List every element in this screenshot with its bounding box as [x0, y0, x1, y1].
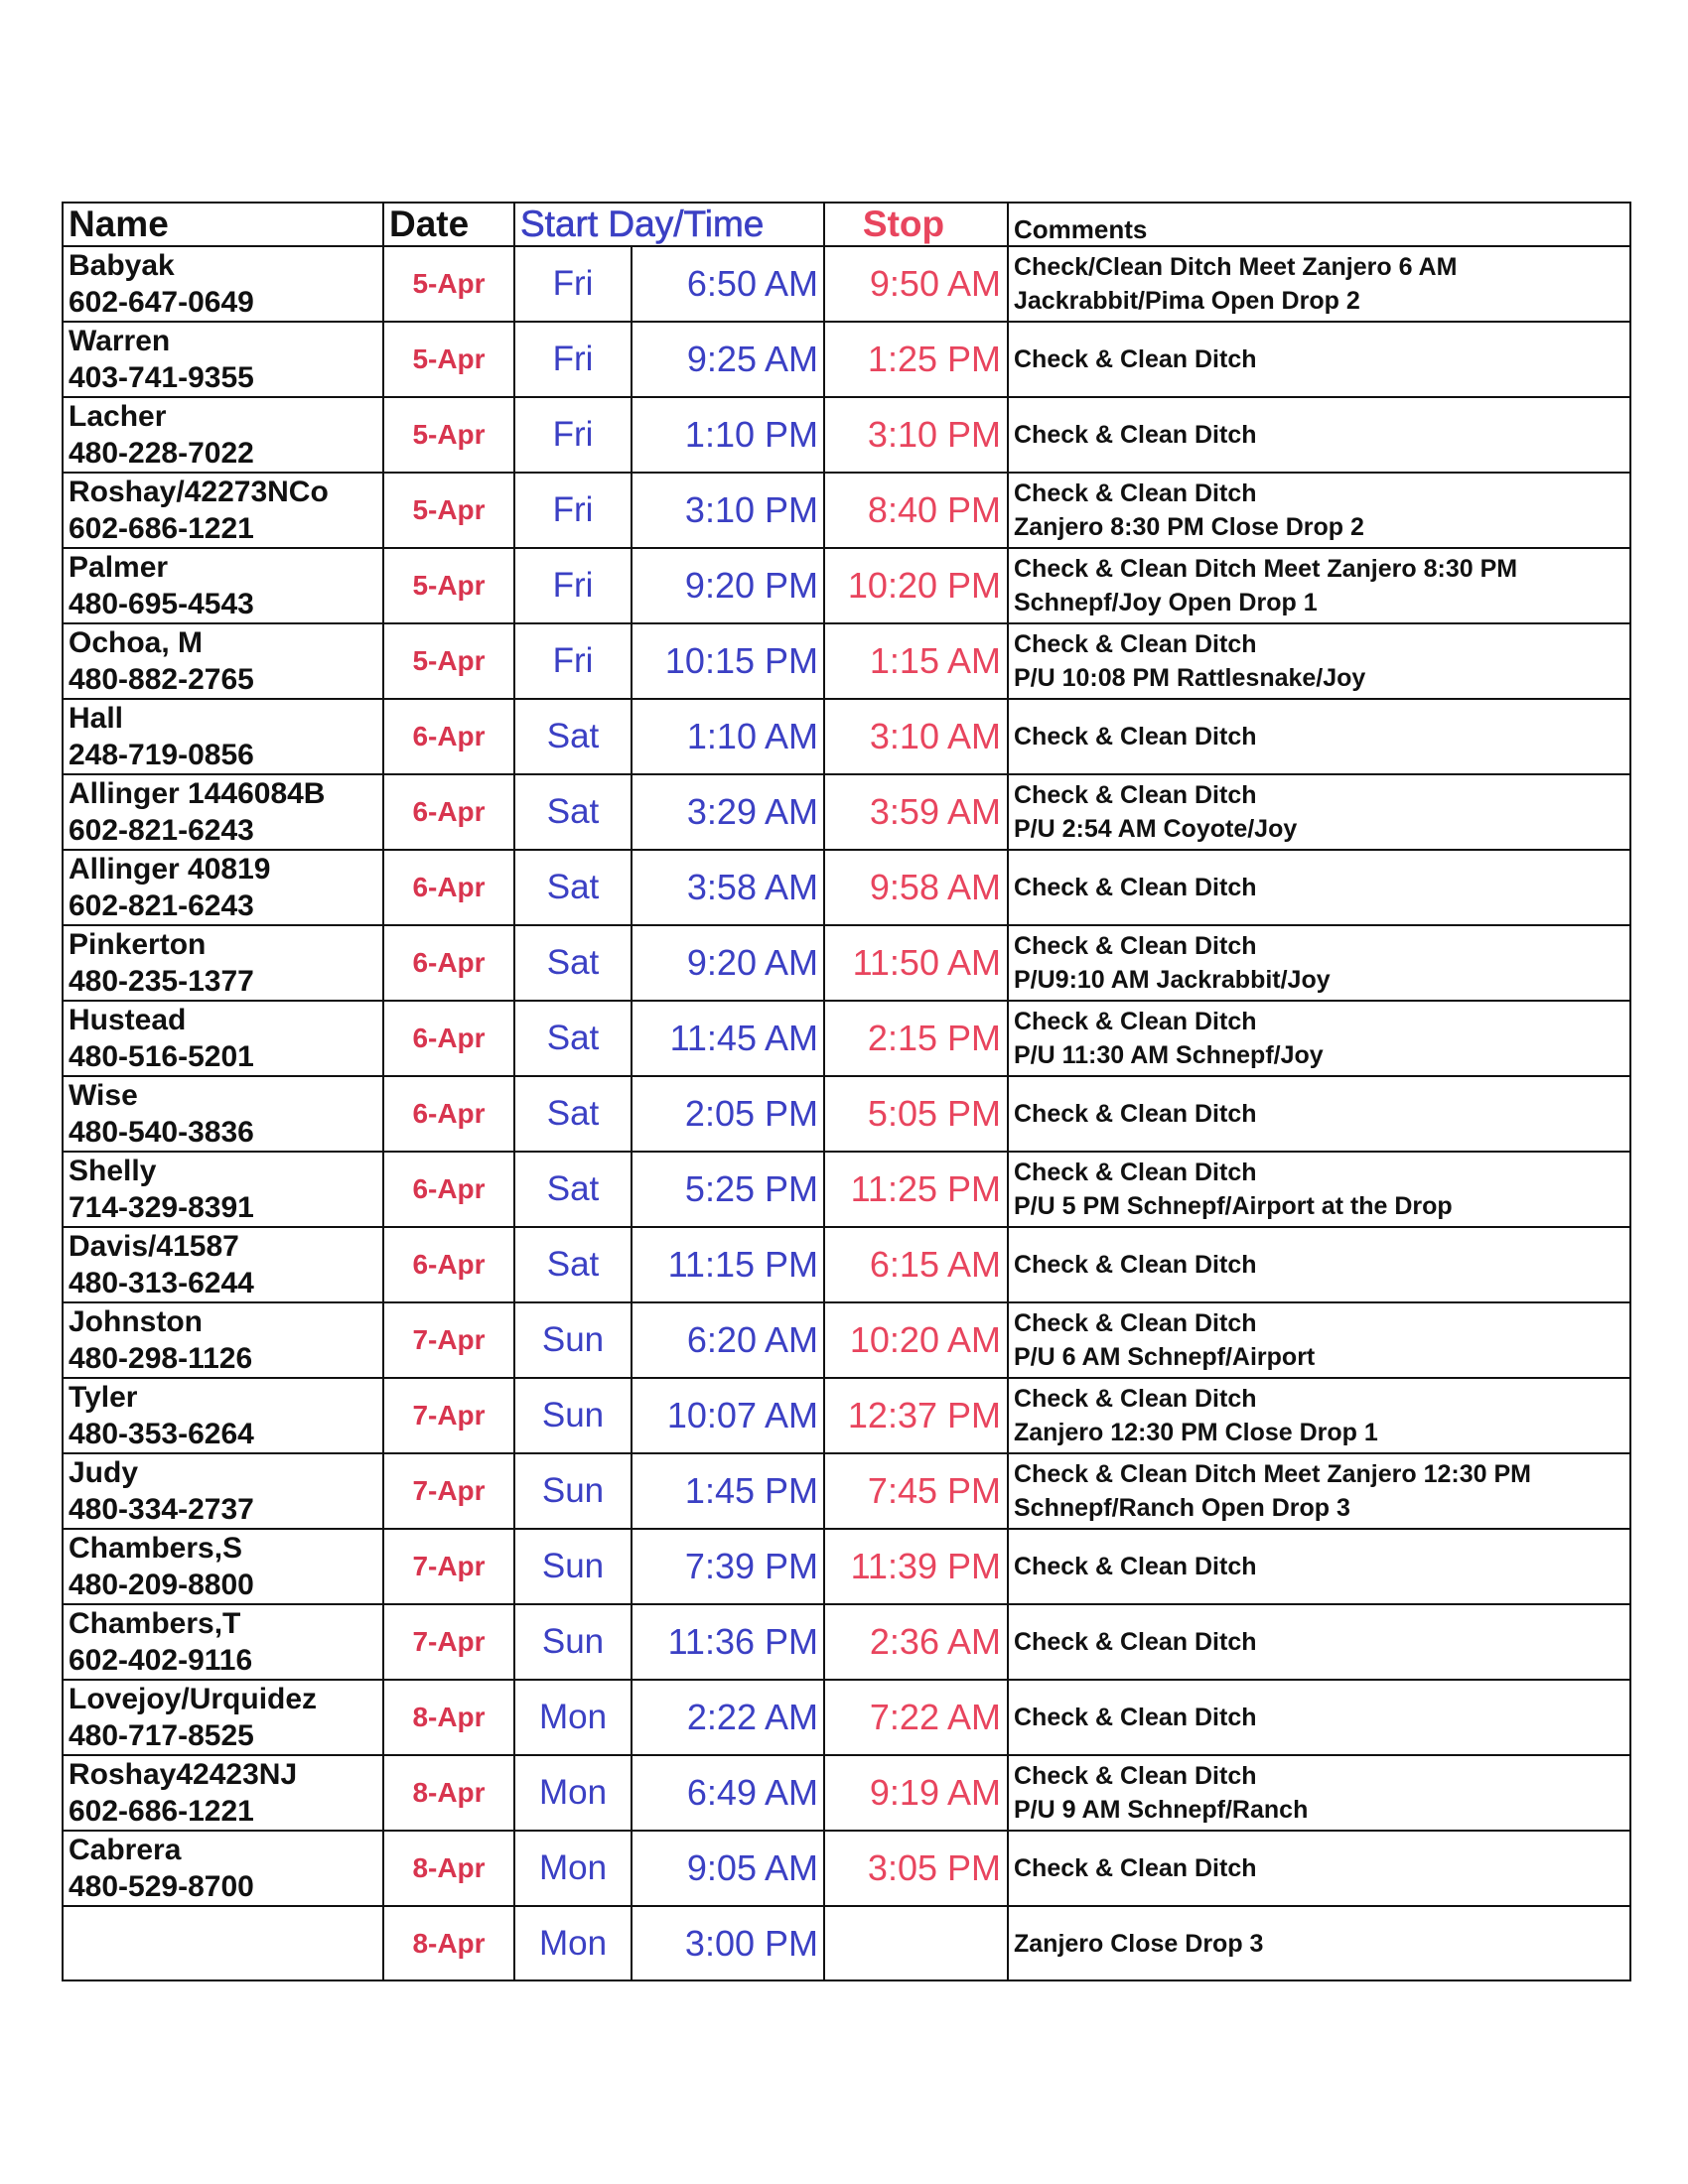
stop-time-cell: 3:05 PM [824, 1831, 1008, 1906]
comment-line-1: Check & Clean Ditch [1014, 1159, 1257, 1186]
stop-time-cell: 8:40 PM [824, 473, 1008, 548]
start-day-cell: Sat [514, 1227, 632, 1302]
phone-number: 480-228-7022 [69, 437, 254, 470]
comments-cell [1008, 1604, 1630, 1680]
start-time-cell: 9:05 AM [632, 1831, 824, 1906]
comment-line-2: P/U 6 AM Schnepf/Airport [1014, 1343, 1316, 1371]
stop-time-cell: 1:15 AM [824, 623, 1008, 699]
name-cell [63, 925, 383, 1001]
name-cell [63, 397, 383, 473]
table-row [63, 1831, 1630, 1906]
comments-cell [1008, 1453, 1630, 1529]
comments-cell [1008, 322, 1630, 397]
person-name: Allinger 40819 [69, 853, 271, 886]
start-time-cell: 3:00 PM [632, 1906, 824, 1980]
date-cell: 7-Apr [383, 1302, 514, 1378]
phone-number: 602-821-6243 [69, 889, 254, 922]
start-time-cell: 9:25 AM [632, 322, 824, 397]
comments-cell [1008, 1378, 1630, 1453]
person-name: Roshay42423NJ [69, 1758, 298, 1791]
comment-line-1: Check & Clean Ditch [1014, 421, 1257, 449]
comment-line-2: Jackrabbit/Pima Open Drop 2 [1014, 287, 1360, 315]
date-cell: 5-Apr [383, 623, 514, 699]
table-row [63, 397, 1630, 473]
person-name: Shelly [69, 1155, 157, 1187]
person-name: Palmer [69, 551, 169, 584]
start-day-cell: Fri [514, 322, 632, 397]
start-day-cell: Fri [514, 623, 632, 699]
comment-line-1: Zanjero Close Drop 3 [1014, 1929, 1264, 1958]
comments-cell [1008, 1755, 1630, 1831]
phone-number: 480-529-8700 [69, 1870, 254, 1903]
phone-number: 480-235-1377 [69, 965, 254, 998]
stop-time-cell: 9:19 AM [824, 1755, 1008, 1831]
start-day-cell: Fri [514, 397, 632, 473]
name-cell [63, 1755, 383, 1831]
phone-number: 403-741-9355 [69, 361, 254, 394]
start-day-cell: Mon [514, 1906, 632, 1980]
comments-cell [1008, 1302, 1630, 1378]
start-time-cell: 2:22 AM [632, 1680, 824, 1755]
stop-time-cell: 7:45 PM [824, 1453, 1008, 1529]
stop-time-cell: 10:20 AM [824, 1302, 1008, 1378]
stop-time-cell: 9:58 AM [824, 850, 1008, 925]
comments-cell [1008, 774, 1630, 850]
person-name: Hustead [69, 1004, 187, 1036]
date-cell: 7-Apr [383, 1378, 514, 1453]
comments-cell [1008, 1680, 1630, 1755]
table-row [63, 1755, 1630, 1831]
start-time-cell: 3:58 AM [632, 850, 824, 925]
person-name: Allinger 1446084B [69, 777, 326, 810]
start-day-cell: Mon [514, 1680, 632, 1755]
phone-number: 480-334-2737 [69, 1493, 254, 1526]
date-cell: 6-Apr [383, 1227, 514, 1302]
header-stop: Stop [824, 203, 1008, 246]
comments-cell [1008, 1076, 1630, 1152]
comments-cell [1008, 1001, 1630, 1076]
table-row [63, 322, 1630, 397]
table-row [63, 1152, 1630, 1227]
start-time-cell: 6:20 AM [632, 1302, 824, 1378]
comment-line-1: Check & Clean Ditch [1014, 630, 1257, 658]
comment-line-1: Check & Clean Ditch [1014, 1385, 1257, 1413]
phone-number: 248-719-0856 [69, 739, 254, 771]
table-row [63, 246, 1630, 322]
comments-cell [1008, 246, 1630, 322]
start-time-cell: 11:36 PM [632, 1604, 824, 1680]
date-cell: 5-Apr [383, 322, 514, 397]
comment-line-1: Check/Clean Ditch Meet Zanjero 6 AM [1014, 253, 1458, 281]
comment-line-2: Zanjero 12:30 PM Close Drop 1 [1014, 1419, 1378, 1446]
start-time-cell: 1:10 AM [632, 699, 824, 774]
table-body [63, 246, 1630, 1980]
name-cell [63, 699, 383, 774]
date-cell: 5-Apr [383, 473, 514, 548]
date-cell: 5-Apr [383, 548, 514, 623]
date-cell: 8-Apr [383, 1755, 514, 1831]
person-name: Chambers,S [69, 1532, 243, 1565]
person-name: Pinkerton [69, 928, 207, 961]
date-cell: 5-Apr [383, 246, 514, 322]
comments-cell [1008, 473, 1630, 548]
person-name: Warren [69, 325, 171, 357]
person-name: Lovejoy/Urquidez [69, 1683, 318, 1715]
name-cell [63, 1302, 383, 1378]
comments-cell [1008, 623, 1630, 699]
comments-cell [1008, 1227, 1630, 1302]
comments-cell [1008, 1831, 1630, 1906]
comment-line-1: Check & Clean Ditch [1014, 345, 1257, 373]
person-name: Judy [69, 1456, 139, 1489]
start-time-cell: 11:15 PM [632, 1227, 824, 1302]
phone-number: 480-695-4543 [69, 588, 254, 620]
name-cell [63, 1604, 383, 1680]
comment-line-1: Check & Clean Ditch [1014, 1100, 1257, 1128]
comment-line-1: Check & Clean Ditch [1014, 1762, 1257, 1790]
table-row [63, 1378, 1630, 1453]
name-cell [63, 322, 383, 397]
start-day-cell: Mon [514, 1831, 632, 1906]
phone-number: 480-353-6264 [69, 1418, 254, 1450]
stop-time-cell: 3:10 AM [824, 699, 1008, 774]
comment-line-1: Check & Clean Ditch [1014, 932, 1257, 960]
start-day-cell: Sat [514, 699, 632, 774]
date-cell: 8-Apr [383, 1831, 514, 1906]
comment-line-1: Check & Clean Ditch [1014, 1008, 1257, 1035]
stop-time-cell: 6:15 AM [824, 1227, 1008, 1302]
comment-line-1: Check & Clean Ditch Meet Zanjero 8:30 PM [1014, 555, 1518, 583]
stop-time-cell: 11:25 PM [824, 1152, 1008, 1227]
comment-line-1: Check & Clean Ditch [1014, 479, 1257, 507]
name-cell [63, 1076, 383, 1152]
person-name: Cabrera [69, 1834, 182, 1866]
comment-line-2: P/U 11:30 AM Schnepf/Joy [1014, 1041, 1324, 1069]
person-name: Ochoa, M [69, 626, 204, 659]
start-time-cell: 5:25 PM [632, 1152, 824, 1227]
stop-time-cell: 2:15 PM [824, 1001, 1008, 1076]
comment-line-1: Check & Clean Ditch [1014, 1309, 1257, 1337]
start-day-cell: Sat [514, 850, 632, 925]
phone-number: 480-516-5201 [69, 1040, 254, 1073]
date-cell: 5-Apr [383, 397, 514, 473]
start-day-cell: Sun [514, 1378, 632, 1453]
stop-time-cell: 3:10 PM [824, 397, 1008, 473]
comment-line-2: Zanjero 8:30 PM Close Drop 2 [1014, 513, 1364, 541]
start-day-cell: Fri [514, 473, 632, 548]
date-cell: 7-Apr [383, 1453, 514, 1529]
comment-line-2: Schnepf/Ranch Open Drop 3 [1014, 1494, 1350, 1522]
table-row [63, 1453, 1630, 1529]
header-comments: Comments [1008, 203, 1630, 246]
comment-line-1: Check & Clean Ditch [1014, 781, 1257, 809]
stop-time-cell: 11:39 PM [824, 1529, 1008, 1604]
date-cell: 6-Apr [383, 1076, 514, 1152]
stop-time-cell: 3:59 AM [824, 774, 1008, 850]
person-name: Hall [69, 702, 124, 735]
table-row [63, 623, 1630, 699]
comment-line-2: P/U 10:08 PM Rattlesnake/Joy [1014, 664, 1366, 692]
start-day-cell: Mon [514, 1755, 632, 1831]
name-cell [63, 1453, 383, 1529]
stop-time-cell: 9:50 AM [824, 246, 1008, 322]
start-time-cell: 6:49 AM [632, 1755, 824, 1831]
header-start: Start Day/Time [514, 203, 824, 246]
table-row [63, 548, 1630, 623]
comments-cell [1008, 850, 1630, 925]
stop-time-cell [824, 1906, 1008, 1980]
table-row [63, 1680, 1630, 1755]
comment-line-1: Check & Clean Ditch [1014, 1251, 1257, 1279]
comment-line-1: Check & Clean Ditch [1014, 723, 1257, 751]
comment-line-2: P/U 5 PM Schnepf/Airport at the Drop [1014, 1192, 1453, 1220]
comment-line-1: Check & Clean Ditch Meet Zanjero 12:30 PM [1014, 1460, 1531, 1488]
person-name: Tyler [69, 1381, 138, 1414]
person-name: Johnston [69, 1305, 203, 1338]
comment-line-2: P/U 2:54 AM Coyote/Joy [1014, 815, 1298, 843]
start-time-cell: 10:15 PM [632, 623, 824, 699]
date-cell: 7-Apr [383, 1529, 514, 1604]
table-row [63, 1227, 1630, 1302]
start-time-cell: 2:05 PM [632, 1076, 824, 1152]
name-cell [63, 473, 383, 548]
comment-line-2: P/U9:10 AM Jackrabbit/Joy [1014, 966, 1331, 994]
date-cell: 6-Apr [383, 699, 514, 774]
start-time-cell: 9:20 PM [632, 548, 824, 623]
comments-cell [1008, 1529, 1630, 1604]
start-time-cell: 3:10 PM [632, 473, 824, 548]
start-time-cell: 1:45 PM [632, 1453, 824, 1529]
comments-cell [1008, 925, 1630, 1001]
start-time-cell: 11:45 AM [632, 1001, 824, 1076]
person-name: Lacher [69, 400, 167, 433]
name-cell [63, 1227, 383, 1302]
table-row [63, 699, 1630, 774]
start-day-cell: Sat [514, 925, 632, 1001]
start-time-cell: 7:39 PM [632, 1529, 824, 1604]
stop-time-cell: 10:20 PM [824, 548, 1008, 623]
date-cell: 6-Apr [383, 850, 514, 925]
start-day-cell: Sun [514, 1302, 632, 1378]
person-name: Davis/41587 [69, 1230, 239, 1263]
table-row [63, 1302, 1630, 1378]
start-day-cell: Sat [514, 1076, 632, 1152]
start-time-cell: 6:50 AM [632, 246, 824, 322]
start-time-cell: 1:10 PM [632, 397, 824, 473]
person-name: Wise [69, 1079, 138, 1112]
comments-cell [1008, 548, 1630, 623]
start-time-cell: 3:29 AM [632, 774, 824, 850]
phone-number: 602-686-1221 [69, 512, 254, 545]
table-row [63, 1604, 1630, 1680]
table-row [63, 1076, 1630, 1152]
schedule-table [62, 202, 1631, 1981]
phone-number: 480-540-3836 [69, 1116, 254, 1149]
stop-time-cell: 11:50 AM [824, 925, 1008, 1001]
stop-time-cell: 1:25 PM [824, 322, 1008, 397]
name-cell [63, 548, 383, 623]
table-row [63, 1906, 1630, 1980]
name-cell [63, 1831, 383, 1906]
name-cell [63, 1378, 383, 1453]
comments-cell [1008, 699, 1630, 774]
date-cell: 6-Apr [383, 925, 514, 1001]
table-row [63, 1529, 1630, 1604]
phone-number: 602-686-1221 [69, 1795, 254, 1828]
table-row [63, 774, 1630, 850]
header-row [63, 203, 1630, 246]
phone-number: 480-313-6244 [69, 1267, 254, 1299]
start-day-cell: Sun [514, 1604, 632, 1680]
stop-time-cell: 12:37 PM [824, 1378, 1008, 1453]
stop-time-cell: 5:05 PM [824, 1076, 1008, 1152]
phone-number: 480-717-8525 [69, 1719, 254, 1752]
comment-line-1: Check & Clean Ditch [1014, 1553, 1257, 1580]
name-cell [63, 1906, 383, 1980]
name-cell [63, 1001, 383, 1076]
comment-line-2: Schnepf/Joy Open Drop 1 [1014, 589, 1318, 616]
name-cell [63, 774, 383, 850]
phone-number: 602-821-6243 [69, 814, 254, 847]
date-cell: 7-Apr [383, 1604, 514, 1680]
person-name: Roshay/42273NCo [69, 476, 329, 508]
comments-cell [1008, 1906, 1630, 1980]
phone-number: 480-209-8800 [69, 1569, 254, 1601]
table-row [63, 925, 1630, 1001]
comment-line-1: Check & Clean Ditch [1014, 1628, 1257, 1656]
date-cell: 6-Apr [383, 1152, 514, 1227]
start-time-cell: 9:20 AM [632, 925, 824, 1001]
phone-number: 602-647-0649 [69, 286, 254, 319]
start-day-cell: Fri [514, 246, 632, 322]
stop-time-cell: 7:22 AM [824, 1680, 1008, 1755]
table-row [63, 850, 1630, 925]
start-day-cell: Sat [514, 1152, 632, 1227]
name-cell [63, 1529, 383, 1604]
comment-line-2: P/U 9 AM Schnepf/Ranch [1014, 1796, 1309, 1824]
comments-cell [1008, 1152, 1630, 1227]
start-day-cell: Sat [514, 774, 632, 850]
start-day-cell: Sun [514, 1529, 632, 1604]
comment-line-1: Check & Clean Ditch [1014, 1854, 1257, 1882]
header-date: Date [383, 203, 514, 246]
date-cell: 8-Apr [383, 1906, 514, 1980]
date-cell: 6-Apr [383, 774, 514, 850]
stop-time-cell: 2:36 AM [824, 1604, 1008, 1680]
start-day-cell: Sat [514, 1001, 632, 1076]
phone-number: 480-298-1126 [69, 1342, 253, 1375]
comments-cell [1008, 397, 1630, 473]
comment-line-1: Check & Clean Ditch [1014, 1704, 1257, 1731]
header-name: Name [63, 203, 383, 246]
name-cell [63, 623, 383, 699]
name-cell [63, 1152, 383, 1227]
start-day-cell: Fri [514, 548, 632, 623]
phone-number: 602-402-9116 [69, 1644, 253, 1677]
start-day-cell: Sun [514, 1453, 632, 1529]
phone-number: 714-329-8391 [69, 1191, 254, 1224]
table-row [63, 473, 1630, 548]
person-name: Babyak [69, 249, 175, 282]
name-cell [63, 1680, 383, 1755]
start-time-cell: 10:07 AM [632, 1378, 824, 1453]
name-cell [63, 850, 383, 925]
table-row [63, 1001, 1630, 1076]
date-cell: 6-Apr [383, 1001, 514, 1076]
phone-number: 480-882-2765 [69, 663, 254, 696]
date-cell: 8-Apr [383, 1680, 514, 1755]
name-cell [63, 246, 383, 322]
person-name: Chambers,T [69, 1607, 241, 1640]
comment-line-1: Check & Clean Ditch [1014, 874, 1257, 901]
